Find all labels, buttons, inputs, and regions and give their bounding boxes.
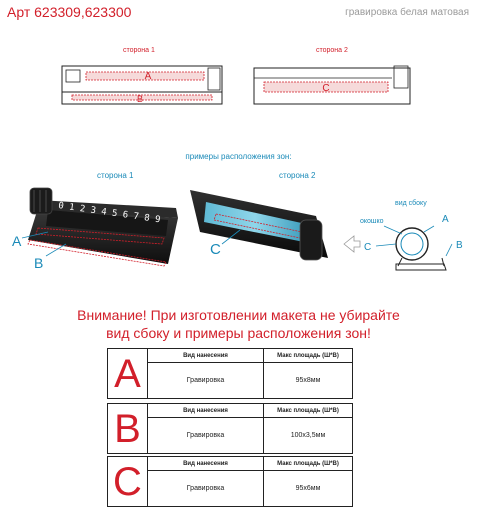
side1-drawing [60,58,230,108]
side-view-label-c: C [364,242,372,253]
side-view-label-b: B [456,240,463,251]
side2-drawing [252,62,418,108]
side-view-label-a: A [442,214,449,225]
photo1-label-a: A [12,233,22,249]
spec-c-header-method: Вид нанесения [148,457,264,470]
spec-table-b [107,403,353,454]
article-number: Арт 623309,623300 [7,4,132,20]
photo-side1-label: сторона 1 [97,171,134,180]
side2-label: сторона 2 [316,47,348,54]
side-view-diagram [340,208,472,274]
spec-a-size: 95х8мм [295,377,321,384]
window-label: окошко [360,218,384,225]
spec-a-header-area: Макс площадь (Ш*В) [277,352,339,359]
warning-line2: вид сбоку и примеры расположения зон! [106,325,371,341]
spec-b-header-method: Вид нанесения [148,404,264,417]
spec-letter-b: B [108,404,148,453]
spec-c-header-area: Макс площадь (Ш*В) [277,460,339,467]
side1-label: сторона 1 [123,47,155,54]
side-view-base [396,264,446,270]
spec-b-size: 100х3,5мм [290,432,326,439]
side2-end-cap [394,66,408,88]
zone-c-letter: C [322,83,330,94]
spec-letter-a: A [108,349,148,398]
photo2-label-c: C [210,241,221,258]
spec-c-size: 95х6мм [295,485,321,492]
photo-side2-label: сторона 2 [279,171,316,180]
finish-type: гравировка белая матовая [345,7,469,18]
spec-c-method: Гравировка [148,471,264,506]
warning-text [0,306,477,342]
warning-line1: Внимание! При изготовлении макета не убирайте [77,307,400,323]
spec-table-c [107,456,353,507]
side1-end-cap [66,70,80,82]
zones-title: примеры расположения зон: [185,152,292,161]
photo1-digits: 0 1 2 3 4 5 6 7 8 9 [57,201,161,226]
spec-b-method: Гравировка [148,418,264,453]
photo1-label-b: B [34,255,44,270]
spec-letter-c: C [108,457,148,506]
spec-table-a [107,348,353,399]
product-photo-side2 [186,180,336,266]
spec-a-header-method: Вид нанесения [148,349,264,362]
side-view-title: вид сбоку [395,200,427,207]
product-photo-side1 [8,178,186,270]
zone-b-letter: B [136,94,144,104]
spec-a-method: Гравировка [148,363,264,398]
direction-arrow-icon [344,236,360,252]
side1-right-end [208,68,220,90]
zone-a-letter: A [144,71,152,82]
side-view-inner-circle [401,233,423,255]
photo2-end-cap [300,220,322,260]
spec-b-header-area: Макс площадь (Ш*В) [277,407,339,414]
photo1-dial [30,188,52,214]
